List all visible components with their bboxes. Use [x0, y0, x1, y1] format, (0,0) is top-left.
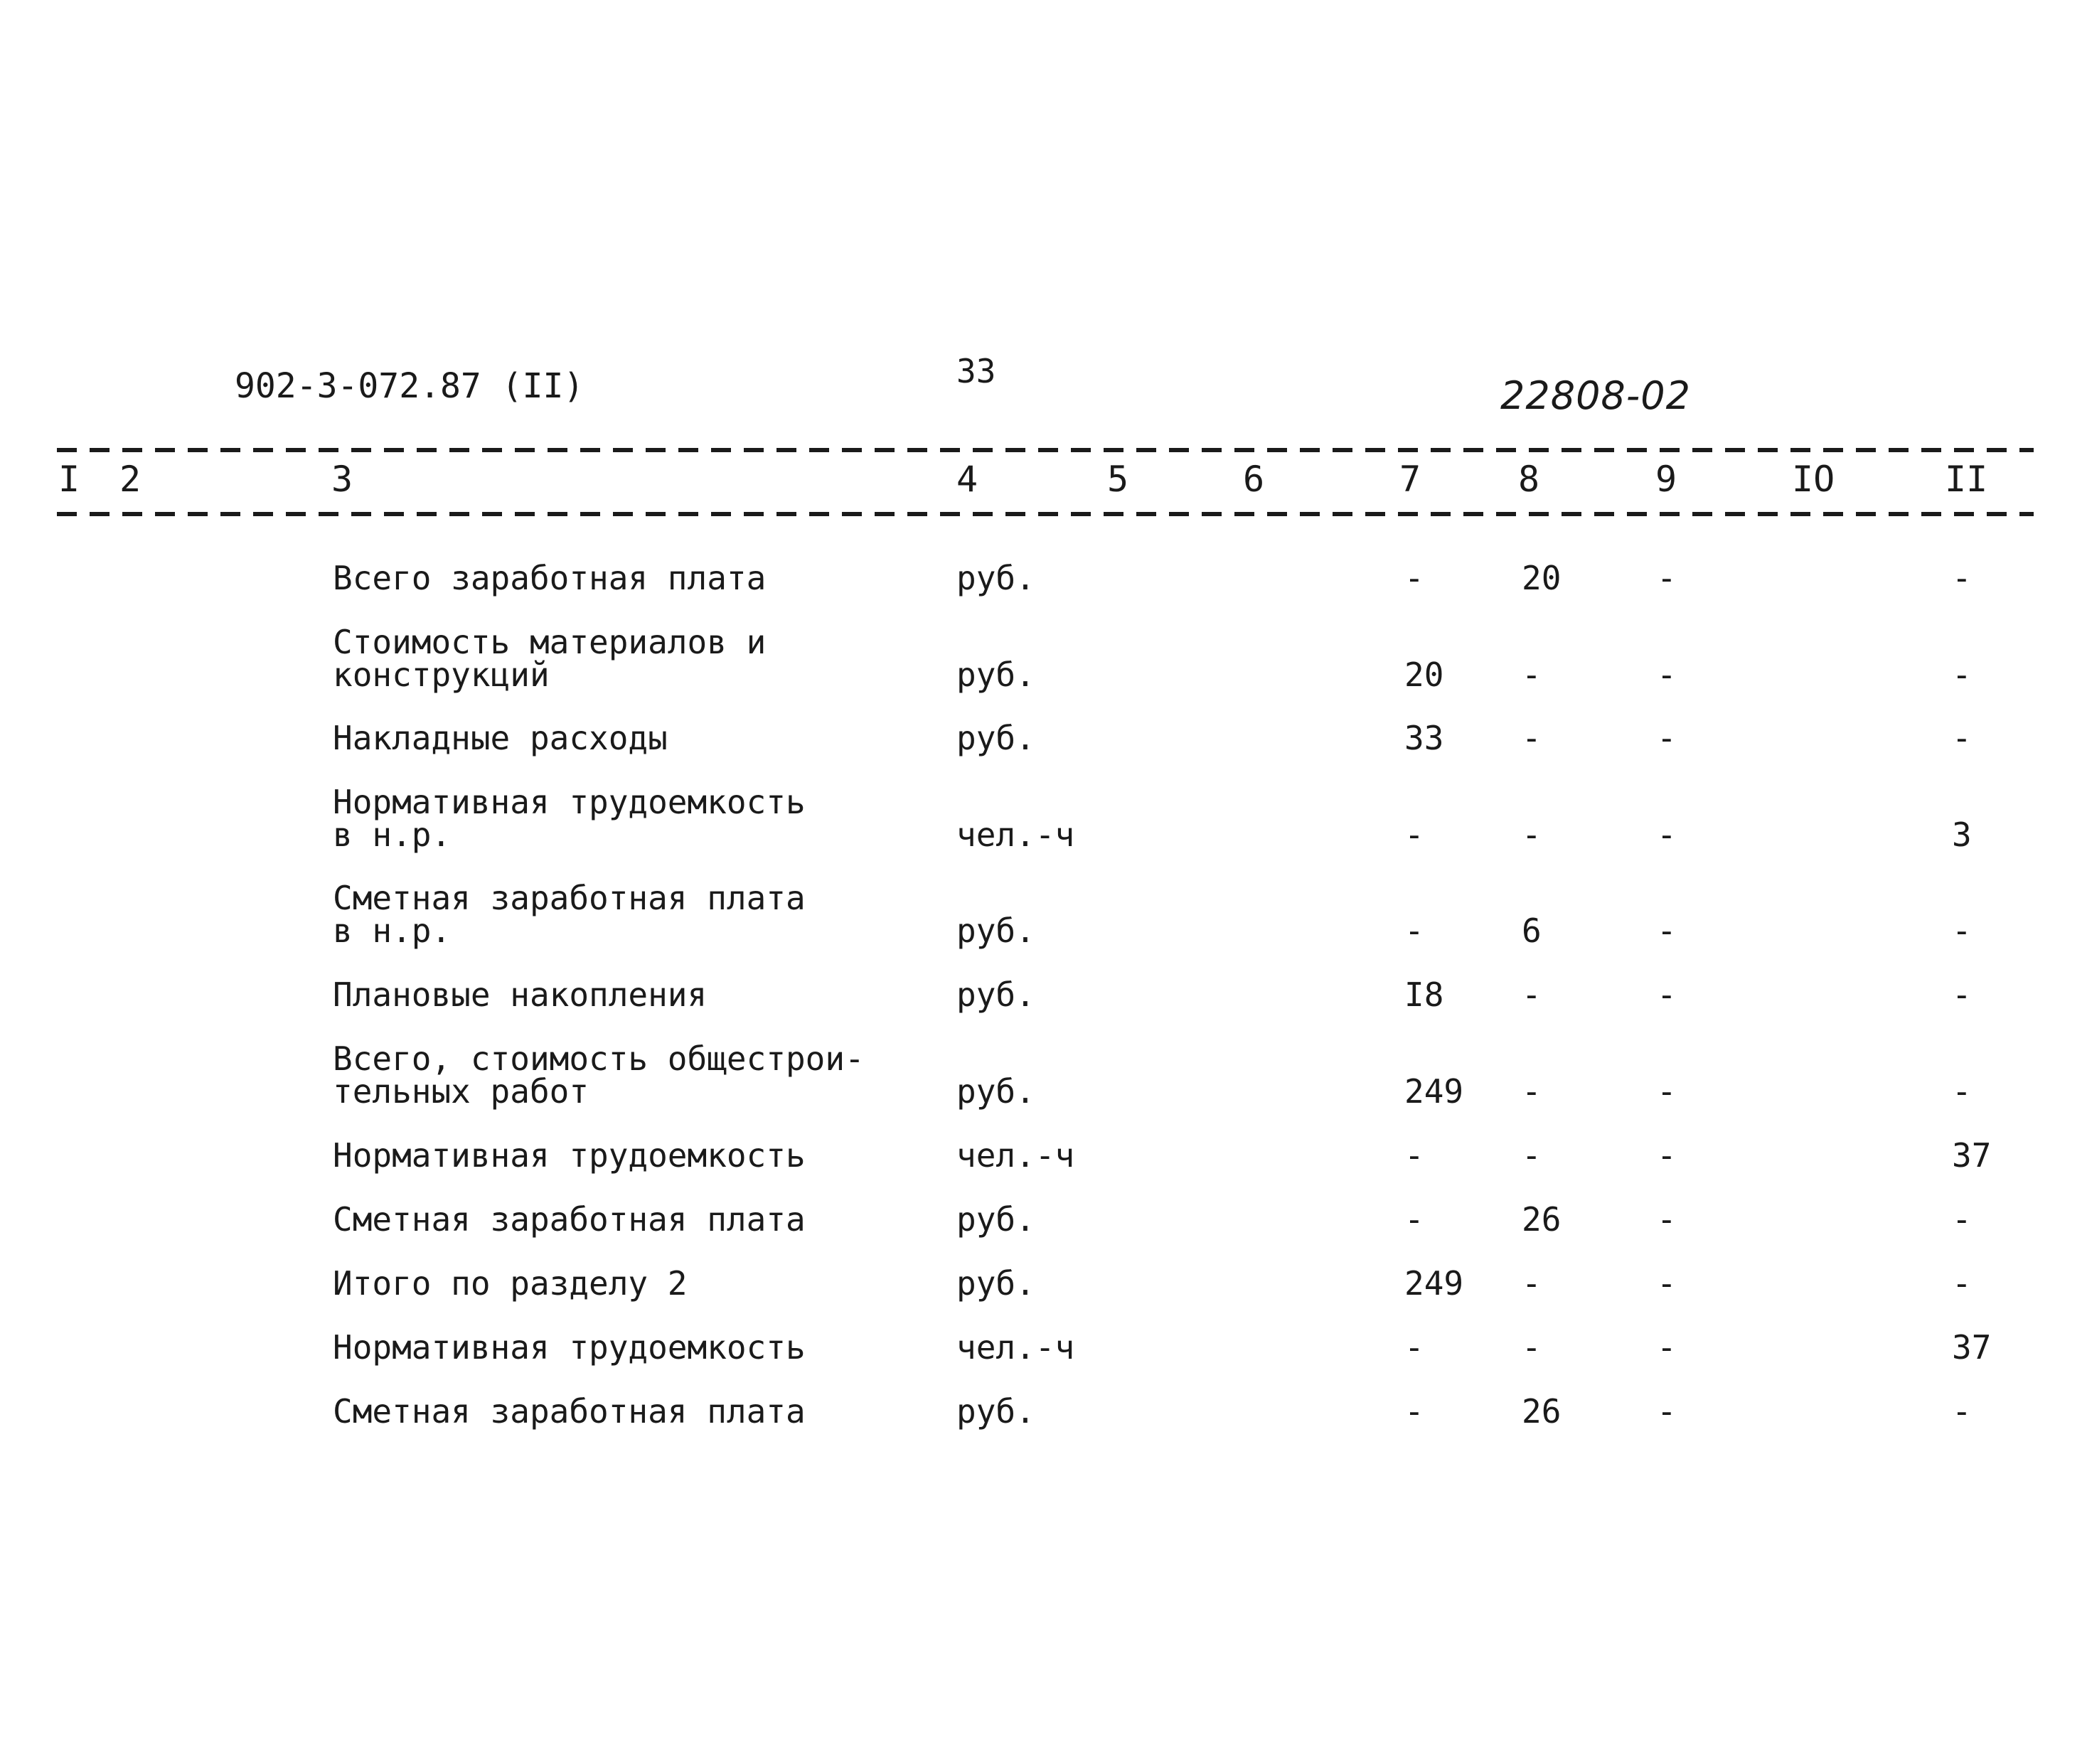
row-value-col11: 37	[1952, 1136, 1992, 1175]
row-name: Нормативная трудоемкость	[333, 1136, 806, 1175]
row-name: Нормативная трудоемкость в н.р.	[333, 783, 806, 854]
row-value-col8: 26	[1522, 1200, 1562, 1239]
row-unit: чел.-ч	[956, 816, 1075, 854]
row-value-col8: -	[1522, 1136, 1542, 1175]
row-value-col11: -	[1952, 1200, 1972, 1239]
column-number: I	[58, 459, 80, 500]
row-name: Нормативная трудоемкость	[333, 1328, 806, 1367]
row-value-col11: -	[1952, 975, 1972, 1014]
row-value-col9: -	[1657, 719, 1677, 757]
row-value-col7: 33	[1404, 719, 1444, 757]
row-unit: руб.	[956, 1264, 1035, 1303]
row-value-col8: -	[1522, 1072, 1542, 1111]
row-value-col9: -	[1657, 1072, 1677, 1111]
row-value-col9: -	[1657, 1264, 1677, 1303]
row-name: Сметная заработная плата	[333, 1200, 806, 1239]
row-name: Плановые накопления	[333, 975, 708, 1014]
row-value-col11: -	[1952, 1072, 1972, 1111]
row-value-col8: -	[1522, 816, 1542, 854]
row-value-col9: -	[1657, 1328, 1677, 1367]
column-number: 6	[1243, 459, 1265, 500]
row-value-col7: -	[1404, 1136, 1424, 1175]
row-unit: руб.	[956, 1072, 1035, 1111]
row-value-col11: -	[1952, 719, 1972, 757]
row-value-col7: -	[1404, 816, 1424, 854]
row-unit: руб.	[956, 975, 1035, 1014]
row-value-col8: -	[1522, 656, 1542, 694]
row-value-col9: -	[1657, 816, 1677, 854]
row-value-col7: 20	[1404, 656, 1444, 694]
row-unit: чел.-ч	[956, 1136, 1075, 1175]
row-value-col7: I8	[1404, 975, 1444, 1014]
row-name: Всего, стоимость общестрои- тельных работ	[333, 1039, 865, 1111]
row-name: Сметная заработная плата	[333, 1392, 806, 1431]
row-value-col8: 26	[1522, 1392, 1562, 1431]
row-value-col11: 3	[1952, 816, 1972, 854]
column-number: 7	[1399, 459, 1421, 500]
table-header-rule	[57, 512, 2034, 516]
row-value-col11: -	[1952, 656, 1972, 694]
row-value-col8: -	[1522, 1328, 1542, 1367]
row-value-col7: -	[1404, 1200, 1424, 1239]
column-number: IO	[1792, 459, 1835, 500]
row-value-col9: -	[1657, 1136, 1677, 1175]
row-value-col9: -	[1657, 656, 1677, 694]
row-unit: руб.	[956, 912, 1035, 950]
row-value-col11: -	[1952, 1264, 1972, 1303]
sheet-code: 22808-02	[1500, 373, 1691, 418]
row-value-col9: -	[1657, 912, 1677, 950]
page-number: 33	[956, 352, 996, 390]
row-unit: руб.	[956, 719, 1035, 757]
column-number: 4	[956, 459, 978, 500]
row-unit: руб.	[956, 1200, 1035, 1239]
table-top-rule	[57, 448, 2034, 452]
row-unit: руб.	[956, 1392, 1035, 1431]
column-number: 5	[1107, 459, 1129, 500]
row-value-col7: 249	[1404, 1264, 1464, 1303]
row-value-col8: -	[1522, 719, 1542, 757]
row-value-col7: 249	[1404, 1072, 1464, 1111]
column-number: 9	[1655, 459, 1677, 500]
row-value-col8: -	[1522, 1264, 1542, 1303]
row-value-col8: 20	[1522, 559, 1562, 597]
row-value-col7: -	[1404, 559, 1424, 597]
column-number: 3	[331, 459, 353, 500]
document-code: 902-3-072.87 (II)	[235, 366, 585, 406]
row-unit: руб.	[956, 559, 1035, 597]
row-unit: руб.	[956, 656, 1035, 694]
row-value-col11: -	[1952, 1392, 1972, 1431]
row-value-col7: -	[1404, 912, 1424, 950]
row-name: Итого по разделу 2	[333, 1264, 688, 1303]
column-number: 8	[1518, 459, 1540, 500]
row-value-col9: -	[1657, 1200, 1677, 1239]
row-value-col8: -	[1522, 975, 1542, 1014]
row-value-col9: -	[1657, 1392, 1677, 1431]
column-number: II	[1945, 459, 1988, 500]
row-name: Накладные расходы	[333, 719, 668, 757]
row-value-col11: 37	[1952, 1328, 1992, 1367]
row-name: Стоимость материалов и конструкций	[333, 623, 767, 694]
row-value-col11: -	[1952, 912, 1972, 950]
row-value-col8: 6	[1522, 912, 1542, 950]
row-value-col9: -	[1657, 559, 1677, 597]
row-value-col9: -	[1657, 975, 1677, 1014]
row-name: Сметная заработная плата в н.р.	[333, 879, 806, 950]
row-value-col11: -	[1952, 559, 1972, 597]
row-value-col7: -	[1404, 1328, 1424, 1367]
column-number: 2	[119, 459, 142, 500]
row-unit: чел.-ч	[956, 1328, 1075, 1367]
row-value-col7: -	[1404, 1392, 1424, 1431]
row-name: Всего заработная плата	[333, 559, 767, 597]
